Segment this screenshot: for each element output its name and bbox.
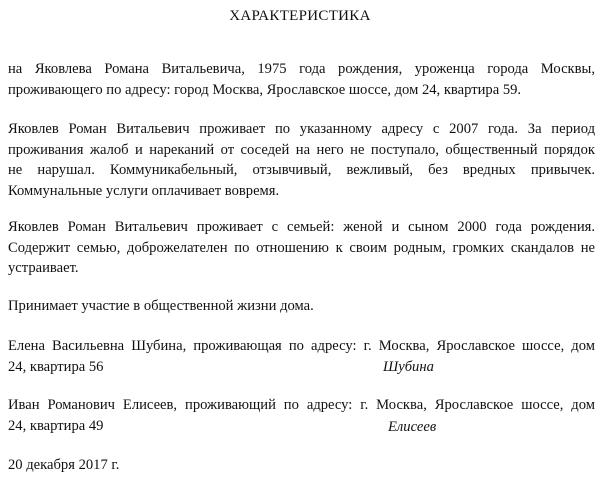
family-line-3: устраивает. (8, 260, 79, 276)
behavior-line-3: не нарушал. Коммуникабельный, отзывчивый, вежливый, без вредных привычек. (8, 162, 595, 178)
document-title: ХАРАКТЕРИСТИКА (229, 8, 371, 24)
witness-2-line-2: 24, квартира 49 (8, 417, 104, 434)
community-line-1: Принимает участие в общественной жизни дома. (8, 298, 314, 314)
behavior-line-4: Коммунальные услуги оплачивает вовремя. (8, 182, 280, 199)
intro-line-2: проживающего по адресу: город Москва, Ярославское шоссе, дом 24, квартира 59. (8, 81, 522, 98)
witness-2-block (8, 395, 595, 436)
family-paragraph (8, 217, 595, 279)
behavior-line-2: проживания жалоб и нареканий от соседей на него не поступало, общественный порядок (8, 141, 595, 158)
intro-line-1: на Яковлева Романа Витальевича, 1975 года рождения, уроженца города Москвы, (8, 61, 595, 77)
family-line-2: Содержит семью, доброжелателен по отношению к своим родным, громких скандалов не (8, 239, 595, 256)
date-line (8, 455, 595, 476)
witness-1-line-2: 24, квартира 56 (8, 358, 104, 375)
witness-1-signature: Шубина (383, 359, 434, 375)
behavior-paragraph (8, 119, 595, 201)
witness-2-signature: Елисеев (388, 419, 437, 435)
community-paragraph (8, 296, 595, 317)
behavior-line-1: Яковлев Роман Витальевич проживает по указанному адресу с 2007 года. За период (8, 121, 595, 137)
family-line-1: Яковлев Роман Витальевич проживает с семьей: женой и сыном 2000 года рождения. (8, 219, 595, 235)
witness-1-line-1: Елена Васильевна Шубина, проживающая по адресу: г. Москва, Ярославское шоссе, дом (8, 338, 595, 354)
witness-2-line-1: Иван Романович Елисеев, проживающий по адресу: г. Москва, Ярославское шоссе, дом (8, 397, 595, 413)
witness-1-block (8, 336, 595, 377)
document-date: 20 декабря 2017 г. (8, 457, 120, 473)
intro-paragraph (8, 59, 595, 100)
